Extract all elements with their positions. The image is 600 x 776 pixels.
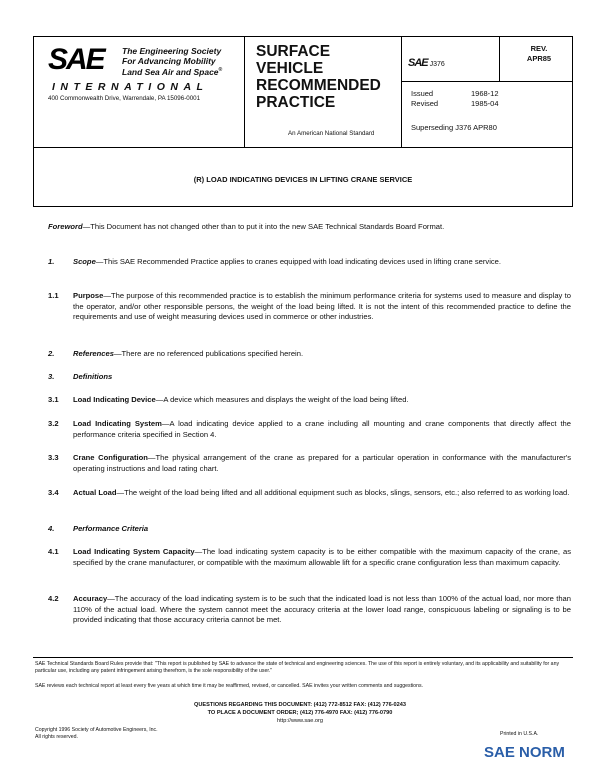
section-heading: Load Indicating Device <box>73 395 156 404</box>
section-number: 3.1 <box>48 395 59 404</box>
header-box <box>33 36 573 148</box>
copyright: Copyright 1996 Society of Automotive Engineers, Inc. <box>35 727 158 733</box>
issue-dates <box>411 89 511 109</box>
sae-logo: SAE <box>48 43 104 76</box>
section-heading: Actual Load <box>73 488 117 497</box>
contact-questions: QUESTIONS REGARDING THIS DOCUMENT: (412) 772-8512 FAX: (412) 776-0243 <box>193 702 406 708</box>
revised-row <box>411 99 511 109</box>
doc-type-line: SURFACE <box>256 43 331 60</box>
section-text: —This SAE Recommended Practice applies to cranes equipped with load indicating devices used in lifting crane service. <box>95 257 502 266</box>
tagline-line: For Advancing Mobility <box>122 55 216 66</box>
section-body <box>73 291 571 323</box>
section-number: 3. <box>48 372 55 381</box>
printed-in: Printed in U.S.A. <box>500 731 539 737</box>
doc-type-line: RECOMMENDED <box>256 77 381 94</box>
national-standard-note: An American National Standard <box>288 130 375 137</box>
section-heading: Crane Configuration <box>73 453 148 462</box>
address: 400 Commonwealth Drive, Warrendale, PA 15096-0001 <box>48 95 201 102</box>
section-body <box>73 395 571 406</box>
issued-label: Issued <box>411 89 434 98</box>
document-title: (R) LOAD INDICATING DEVICES IN LIFTING CRANE SERVICE <box>193 175 413 184</box>
contact-orders: TO PLACE A DOCUMENT ORDER; (412) 776-4970 FAX: (412) 776-0790 <box>207 710 393 716</box>
section-number: 1. <box>48 257 55 266</box>
doc-type-line: VEHICLE <box>256 60 324 77</box>
header-divider <box>244 37 245 147</box>
rev-value: APR85 <box>526 54 552 63</box>
section-heading: Load Indicating System Capacity <box>73 547 195 556</box>
footer-note: SAE Technical Standards Board Rules provide that: "This report is published by SAE to advance the state of technical and engineering sciences. The use of this report is entirely voluntary, and its applicability and suitability for any particular use, including any patent infringement arising therefrom, is the sole responsibility of the user." <box>35 661 560 674</box>
section-text: —The purpose of this recommended practice is to establish the minimum performance criteria for systems used to measure and display to the operator, and/or other responsible persons, the weight of the load being lifted. It is not the intent of this recommended practice to define the requirements and use of weight measuring devices used in commerce or other industries. <box>73 291 571 322</box>
issued-value: 1968-12 <box>471 89 499 98</box>
document-type <box>256 43 381 111</box>
section-number: 4.2 <box>48 594 59 603</box>
header-divider <box>401 81 572 82</box>
footer-note: SAE reviews each technical report at least every five years at which time it may be reaffirmed, revised, or cancelled. SAE invites your written comments and suggestions. <box>35 683 423 689</box>
section-number: 4.1 <box>48 547 59 556</box>
section-heading: Performance Criteria <box>73 524 149 533</box>
section-body <box>73 524 571 535</box>
issued-row <box>411 89 511 99</box>
section-number: 2. <box>48 349 55 358</box>
doc-number-value: J376 <box>429 61 445 68</box>
section-body <box>73 594 571 626</box>
section-heading: References <box>73 349 114 358</box>
section-body <box>73 372 571 383</box>
revised-label: Revised <box>411 99 439 108</box>
section-body <box>73 453 571 474</box>
revision <box>504 44 574 64</box>
section-heading: Definitions <box>73 372 113 381</box>
section-number: 3.2 <box>48 419 59 428</box>
section-number: 3.4 <box>48 488 59 497</box>
watermark: SAE NORM <box>484 744 565 761</box>
section-number: 3.3 <box>48 453 59 462</box>
revised-value: 1985-04 <box>471 99 499 108</box>
trademark-mark: ® <box>218 67 223 73</box>
tagline-line: The Engineering Society <box>122 46 222 56</box>
header-divider <box>499 37 500 81</box>
section-heading: Load Indicating System <box>73 419 162 428</box>
superseding: Superseding J376 APR80 <box>411 123 497 132</box>
foreword <box>48 222 568 233</box>
website-link[interactable]: http://www.sae.org <box>276 718 323 724</box>
section-number: 1.1 <box>48 291 59 300</box>
section-text: —A device which measures and displays the weight of the load being lifted. <box>155 395 409 404</box>
rights-reserved: All rights reserved. <box>35 734 78 740</box>
section-text: —There are no referenced publications specified herein. <box>113 349 304 358</box>
section-body <box>73 488 571 499</box>
section-text: —The weight of the load being lifted and all additional equipment such as blocks, slings, sensors, etc.; also referred to as working load. <box>116 488 570 497</box>
document-number <box>408 57 445 69</box>
section-heading: Scope <box>73 257 96 266</box>
foreword-text: —This Document has not changed other than to put it into the new SAE Technical Standards Board Format. <box>82 222 445 231</box>
section-body <box>73 257 571 268</box>
section-body <box>73 349 571 360</box>
doc-type-line: PRACTICE <box>256 94 336 111</box>
section-body <box>73 547 571 568</box>
section-heading: Accuracy <box>73 594 108 603</box>
section-text: —A load indicating device applied to a crane including all mounting and crane components that directly affect the performance criteria specified in Section 4. <box>73 419 571 439</box>
section-text: —The physical arrangement of the crane as prepared for a particular operation in conformance with the manufacturer's operating instructions and load rating chart. <box>73 453 571 473</box>
title-box <box>33 147 573 207</box>
section-heading: Purpose <box>73 291 104 300</box>
foreword-label: Foreword <box>48 222 83 231</box>
rev-label: REV. <box>530 44 548 53</box>
section-text: —The accuracy of the load indicating system is to be such that the indicated load is not less than 100% of the actual load, nor more than 110% of the actual load. Where the system cannot meet the accuracy criteria at the lower load range, conspicuous labeling or signaling is to be provided indicating that those accuracy criteria cannot be met. <box>73 594 571 625</box>
international-label: INTERNATIONAL <box>52 81 209 93</box>
tagline-text: Land Sea Air and Space <box>122 66 219 77</box>
doc-prefix: SAE <box>408 57 428 69</box>
footer-rule <box>33 657 573 658</box>
header-divider <box>401 37 402 147</box>
section-body <box>73 419 571 440</box>
tagline-line <box>122 66 222 77</box>
section-text: —The load indicating system capacity is to be either compatible with the maximum capacity of the crane, as specified by the crane manufacturer, or compatible with the maximum allowable lift for a specific crane configuration less than maximum capacity. <box>73 547 571 567</box>
section-number: 4. <box>48 524 55 533</box>
society-tagline <box>122 47 222 77</box>
